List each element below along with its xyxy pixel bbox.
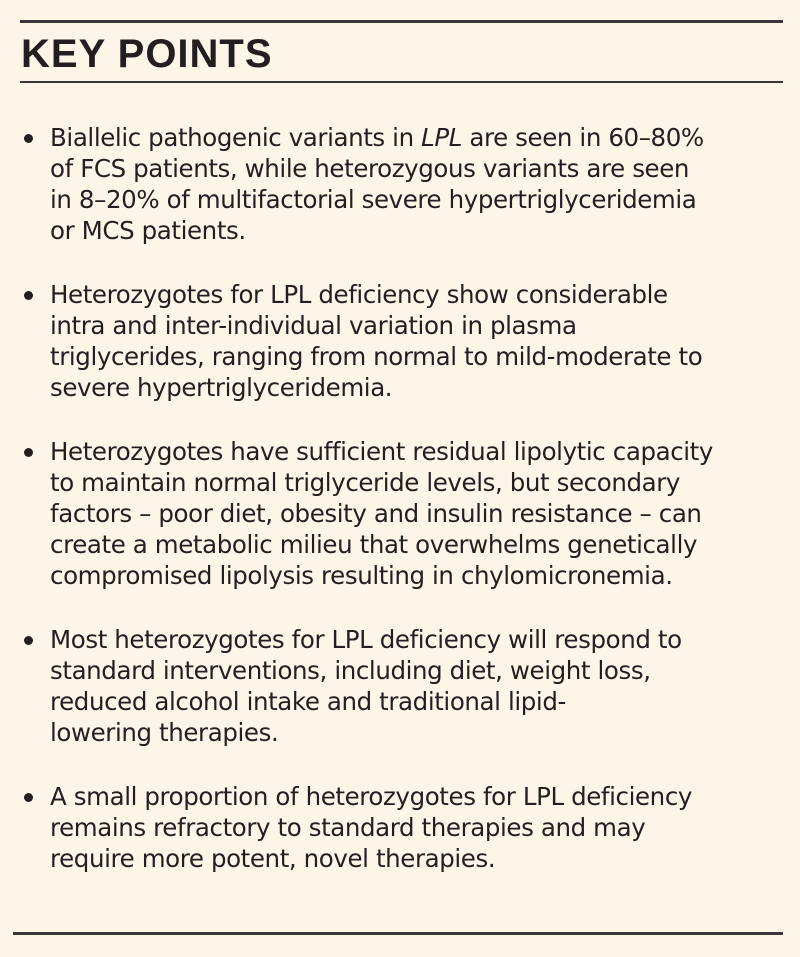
bullet-icon [24, 793, 33, 802]
key-point-item [0, 436, 800, 591]
bottom-rule [13, 932, 783, 935]
key-point-item [0, 781, 800, 874]
key-point-line: A small proportion of heterozygotes for LPL deficiency [50, 782, 692, 811]
key-point-line: in 8–20% of multifactorial severe hypertriglyceridemia [50, 185, 697, 214]
heading-rule [20, 81, 783, 83]
key-point-line: reduced alcohol intake and traditional lipid- [50, 687, 566, 716]
key-point-line: Heterozygotes have sufficient residual lipolytic capacity [50, 437, 713, 466]
key-point-line: triglycerides, ranging from normal to mild-moderate to [50, 342, 703, 371]
bullet-icon [24, 448, 33, 457]
key-points-list [0, 122, 800, 907]
key-point-line: of FCS patients, while heterozygous variants are seen [50, 154, 690, 183]
key-point-line [50, 122, 800, 153]
key-point-line: Most heterozygotes for LPL deficiency will respond to [50, 625, 682, 654]
key-point-line: intra and inter-individual variation in plasma [50, 311, 577, 340]
key-point-line: standard interventions, including diet, weight loss, [50, 656, 651, 685]
key-point-line: lowering therapies. [50, 718, 279, 747]
top-rule [20, 20, 783, 23]
key-point-item [0, 122, 800, 246]
key-point-line: factors – poor diet, obesity and insulin resistance – can [50, 499, 702, 528]
section-heading: KEY POINTS [21, 32, 273, 76]
key-point-line: Heterozygotes for LPL deficiency show considerable [50, 280, 668, 309]
key-point-line: or MCS patients. [50, 216, 246, 245]
key-point-line: compromised lipolysis resulting in chylomicronemia. [50, 561, 673, 590]
text-segment: Biallelic pathogenic variants in [50, 123, 422, 152]
bullet-icon [24, 291, 33, 300]
key-point-line: remains refractory to standard therapies and may [50, 813, 646, 842]
key-point-line: severe hypertriglyceridemia. [50, 373, 393, 402]
bullet-icon [24, 134, 33, 143]
key-point-line: create a metabolic milieu that overwhelms genetically [50, 530, 698, 559]
key-point-line: to maintain normal triglyceride levels, but secondary [50, 468, 680, 497]
key-point-item [0, 624, 800, 748]
key-point-item [0, 279, 800, 403]
gene-name: LPL [421, 123, 462, 152]
key-point-line: require more potent, novel therapies. [50, 844, 496, 873]
text-segment: are seen in 60–80% [461, 123, 704, 152]
bullet-icon [24, 636, 33, 645]
